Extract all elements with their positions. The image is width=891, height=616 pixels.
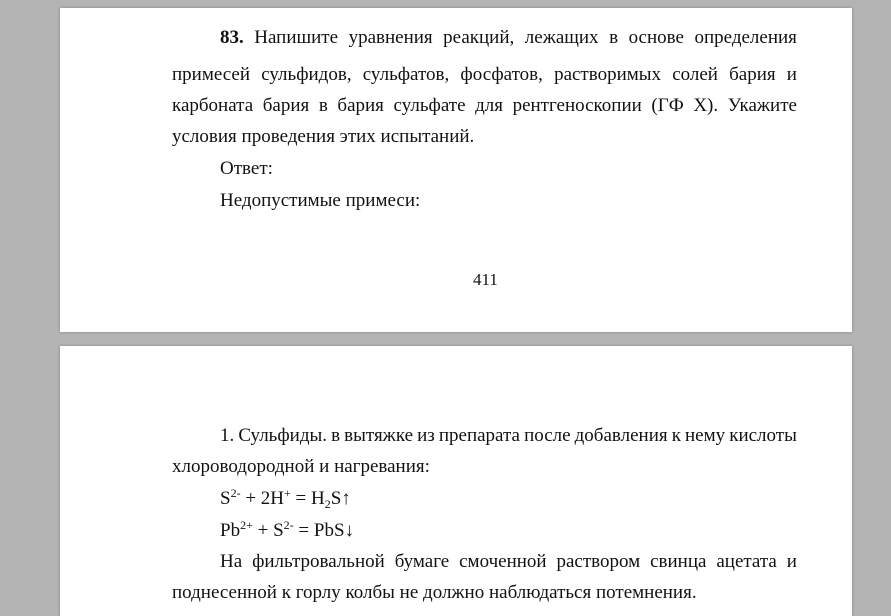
word: уравнения: [348, 27, 433, 48]
note-line-2: поднесенной к горлу колбы не должно наблюдаться потемнения.: [172, 582, 697, 603]
word: вытяжке: [344, 425, 414, 446]
word: свинца: [650, 551, 707, 572]
word: бумаге: [394, 551, 450, 572]
word: фосфатов,: [460, 64, 543, 85]
equation-h2s: $S^{2-} + 2H^+$ = $H_2S↑$: [220, 486, 351, 511]
word: реакций,: [443, 27, 515, 48]
word: Х).: [693, 95, 719, 116]
page-number: 411: [473, 270, 498, 289]
word: бария: [729, 64, 776, 85]
word: кислоты: [729, 425, 797, 446]
word: примесей: [172, 64, 251, 85]
word: бария: [337, 95, 384, 116]
sulfides-line-1: [220, 426, 797, 445]
word: сульфатов,: [362, 64, 450, 85]
sulfides-line-2: хлороводородной и нагревания:: [172, 456, 430, 477]
word: фильтровальной: [252, 551, 385, 572]
word: Напишите: [254, 27, 339, 48]
word: карбоната: [172, 95, 254, 116]
word: нему: [685, 425, 726, 446]
word: смоченной: [459, 551, 547, 572]
word: растворимых: [554, 64, 662, 85]
word: лежащих: [524, 27, 599, 48]
word: и: [786, 551, 797, 572]
word: добавления: [574, 425, 668, 446]
impurities-label: Недопустимые примеси:: [220, 190, 421, 211]
question-line-4: условия проведения этих испытаний.: [172, 126, 475, 147]
word: Сульфиды.: [238, 425, 328, 446]
word: Укажите: [727, 95, 797, 116]
word: препарата: [438, 425, 520, 446]
note-line-1: [220, 552, 797, 571]
word: бария: [262, 95, 310, 116]
document-page-next: [60, 346, 852, 616]
equation-pbs: $Pb^{2+} + S^{2-}$ = PbS↓: [220, 518, 355, 541]
question-line-2: [172, 65, 797, 84]
word: к: [671, 425, 681, 446]
question-number: 83.: [220, 27, 244, 48]
word: ацетата: [716, 551, 777, 572]
word: определения: [694, 27, 797, 48]
question-line-1: [220, 28, 797, 47]
word: сульфидов,: [261, 64, 352, 85]
question-line-3: [172, 96, 797, 115]
word: после: [524, 425, 571, 446]
word: основе: [628, 27, 684, 48]
word: из: [417, 425, 435, 446]
word: для: [475, 95, 503, 116]
word: в: [331, 425, 341, 446]
word: в: [318, 95, 328, 116]
word: в: [609, 27, 619, 48]
word: рентгеноскопии: [512, 95, 642, 116]
word: солей: [672, 64, 718, 85]
word: раствором: [556, 551, 641, 572]
word: (ГФ: [651, 95, 684, 116]
document-page-411: [60, 8, 852, 332]
word: и: [786, 64, 797, 85]
word: сульфате: [393, 95, 466, 116]
word: 1.: [220, 425, 235, 446]
answer-label: Ответ:: [220, 158, 273, 179]
word: На: [220, 551, 243, 572]
